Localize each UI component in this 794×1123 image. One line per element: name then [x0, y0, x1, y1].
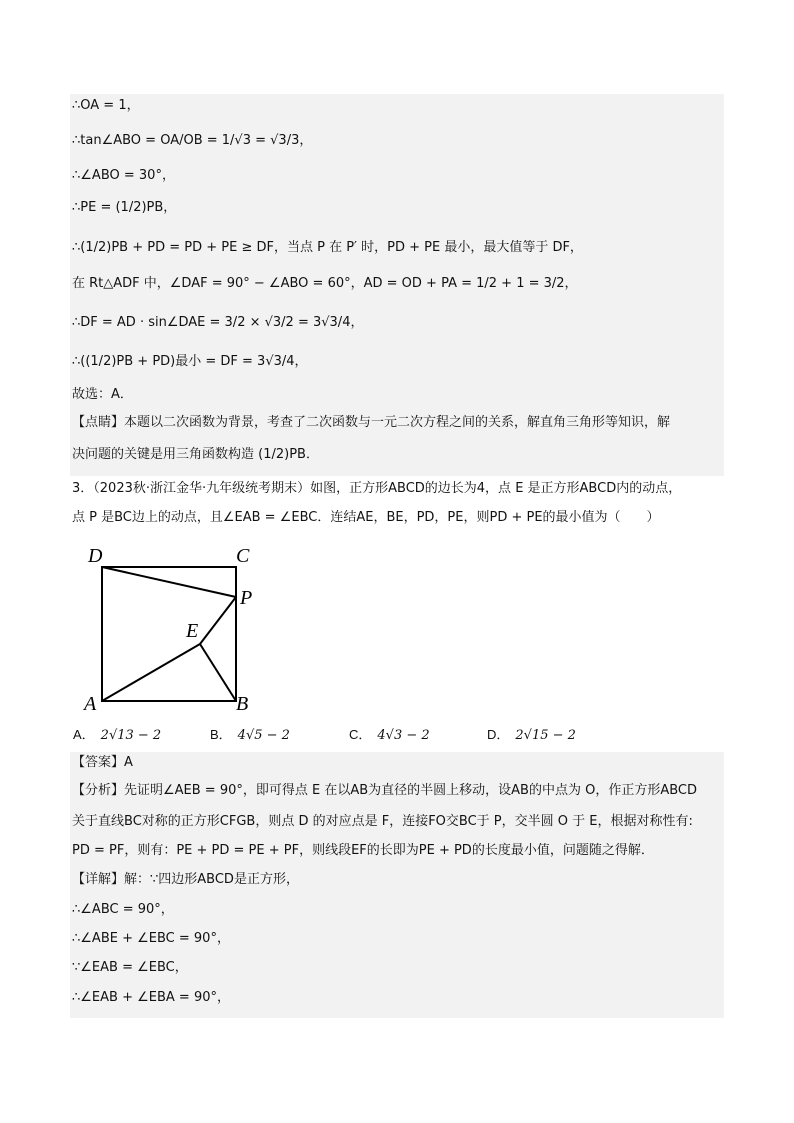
- solution-line: ∴∠ABO = 30°，: [72, 168, 175, 183]
- label-e: E: [186, 620, 199, 642]
- question-stem-line-1: 3．（2023秋·浙江金华·九年级统考期末）如图，正方形ABCD的边长为4，点 E 是正方形ABCD内的动点，: [72, 481, 682, 496]
- solution-line: 在 Rt△ADF 中，∠DAF = 90° − ∠ABO = 60°，AD = OD + PA = 1/2 + 1 = 3/2，: [72, 276, 578, 291]
- remark-line: 决问题的关键是用三角函数构造 (1/2)PB．: [72, 447, 319, 462]
- label-b: B: [236, 693, 249, 715]
- solution-line: ∴DF = AD · sin∠DAE = 3/2 × √3/2 = 3√3/4，: [72, 315, 364, 330]
- option-a[interactable]: [73, 724, 161, 743]
- option-letter: C．: [349, 727, 372, 742]
- detail-line: 【详解】解：∵四边形ABCD是正方形，: [72, 872, 299, 887]
- label-c: C: [236, 545, 250, 567]
- detail-line: ∴∠EAB + ∠EBA = 90°，: [72, 990, 230, 1005]
- answer-line: 【答案】A: [72, 755, 133, 770]
- option-letter: B．: [210, 727, 232, 742]
- square-abcd: [102, 567, 236, 701]
- analysis-line: 关于直线BC对称的正方形CFGB，则点 D 的对应点是 F，连接FO交BC于 P，交半圆 O 于 E，根据对称性有:: [72, 814, 693, 829]
- label-d: D: [88, 545, 103, 567]
- label-p: P: [240, 587, 253, 609]
- option-b[interactable]: [210, 724, 290, 743]
- segment-be: [200, 644, 236, 701]
- question-stem-line-2: 点 P 是BC边上的动点，且∠EAB = ∠EBC．连结AE，BE，PD，PE，则PD + PE的最小值为（ ）: [72, 510, 660, 525]
- remark-line: 【点睛】本题以二次函数为背景，考查了二次函数与一元二次方程之间的关系，解直角三角形等知识，解: [72, 415, 671, 430]
- option-value: 4√3 − 2: [377, 728, 430, 743]
- detail-line: ∴∠ABE + ∠EBC = 90°，: [72, 931, 230, 946]
- square-figure: [82, 542, 302, 717]
- option-letter: A．: [73, 727, 95, 742]
- option-d[interactable]: [487, 724, 576, 743]
- label-a: A: [84, 693, 97, 715]
- segment-pe: [200, 597, 236, 644]
- option-letter: D．: [487, 727, 510, 742]
- solution-line: ∴tan∠ABO = OA/OB = 1/√3 = √3/3，: [72, 133, 313, 148]
- segment-dp: [102, 567, 236, 597]
- analysis-line: PD = PF，则有：PE + PD = PE + PF，则线段EF的长即为PE + PD的长度最小值，问题随之得解．: [72, 843, 654, 858]
- option-value: 2√13 − 2: [100, 728, 162, 743]
- analysis-line: 【分析】先证明∠AEB = 90°，即可得点 E 在以AB为直径的半圆上移动，设AB的中点为 O，作正方形ABCD: [72, 783, 698, 798]
- segment-ae: [102, 644, 200, 701]
- solution-line: ∴((1/2)PB + PD)最小 = DF = 3√3/4，: [72, 354, 308, 369]
- solution-line: ∴OA = 1，: [72, 98, 140, 113]
- solution-line: ∴(1/2)PB + PD = PD + PE ≥ DF，当点 P 在 P′ 时，PD + PE 最小，最大值等于 DF，: [72, 240, 583, 255]
- solution-line: ∴PE = (1/2)PB，: [72, 200, 177, 215]
- option-c[interactable]: [349, 724, 430, 743]
- detail-line: ∵∠EAB = ∠EBC，: [72, 960, 188, 975]
- option-value: 4√5 − 2: [237, 728, 290, 743]
- solution-line: 故选：A．: [72, 387, 133, 402]
- detail-line: ∴∠ABC = 90°，: [72, 902, 174, 917]
- option-value: 2√15 − 2: [515, 728, 576, 743]
